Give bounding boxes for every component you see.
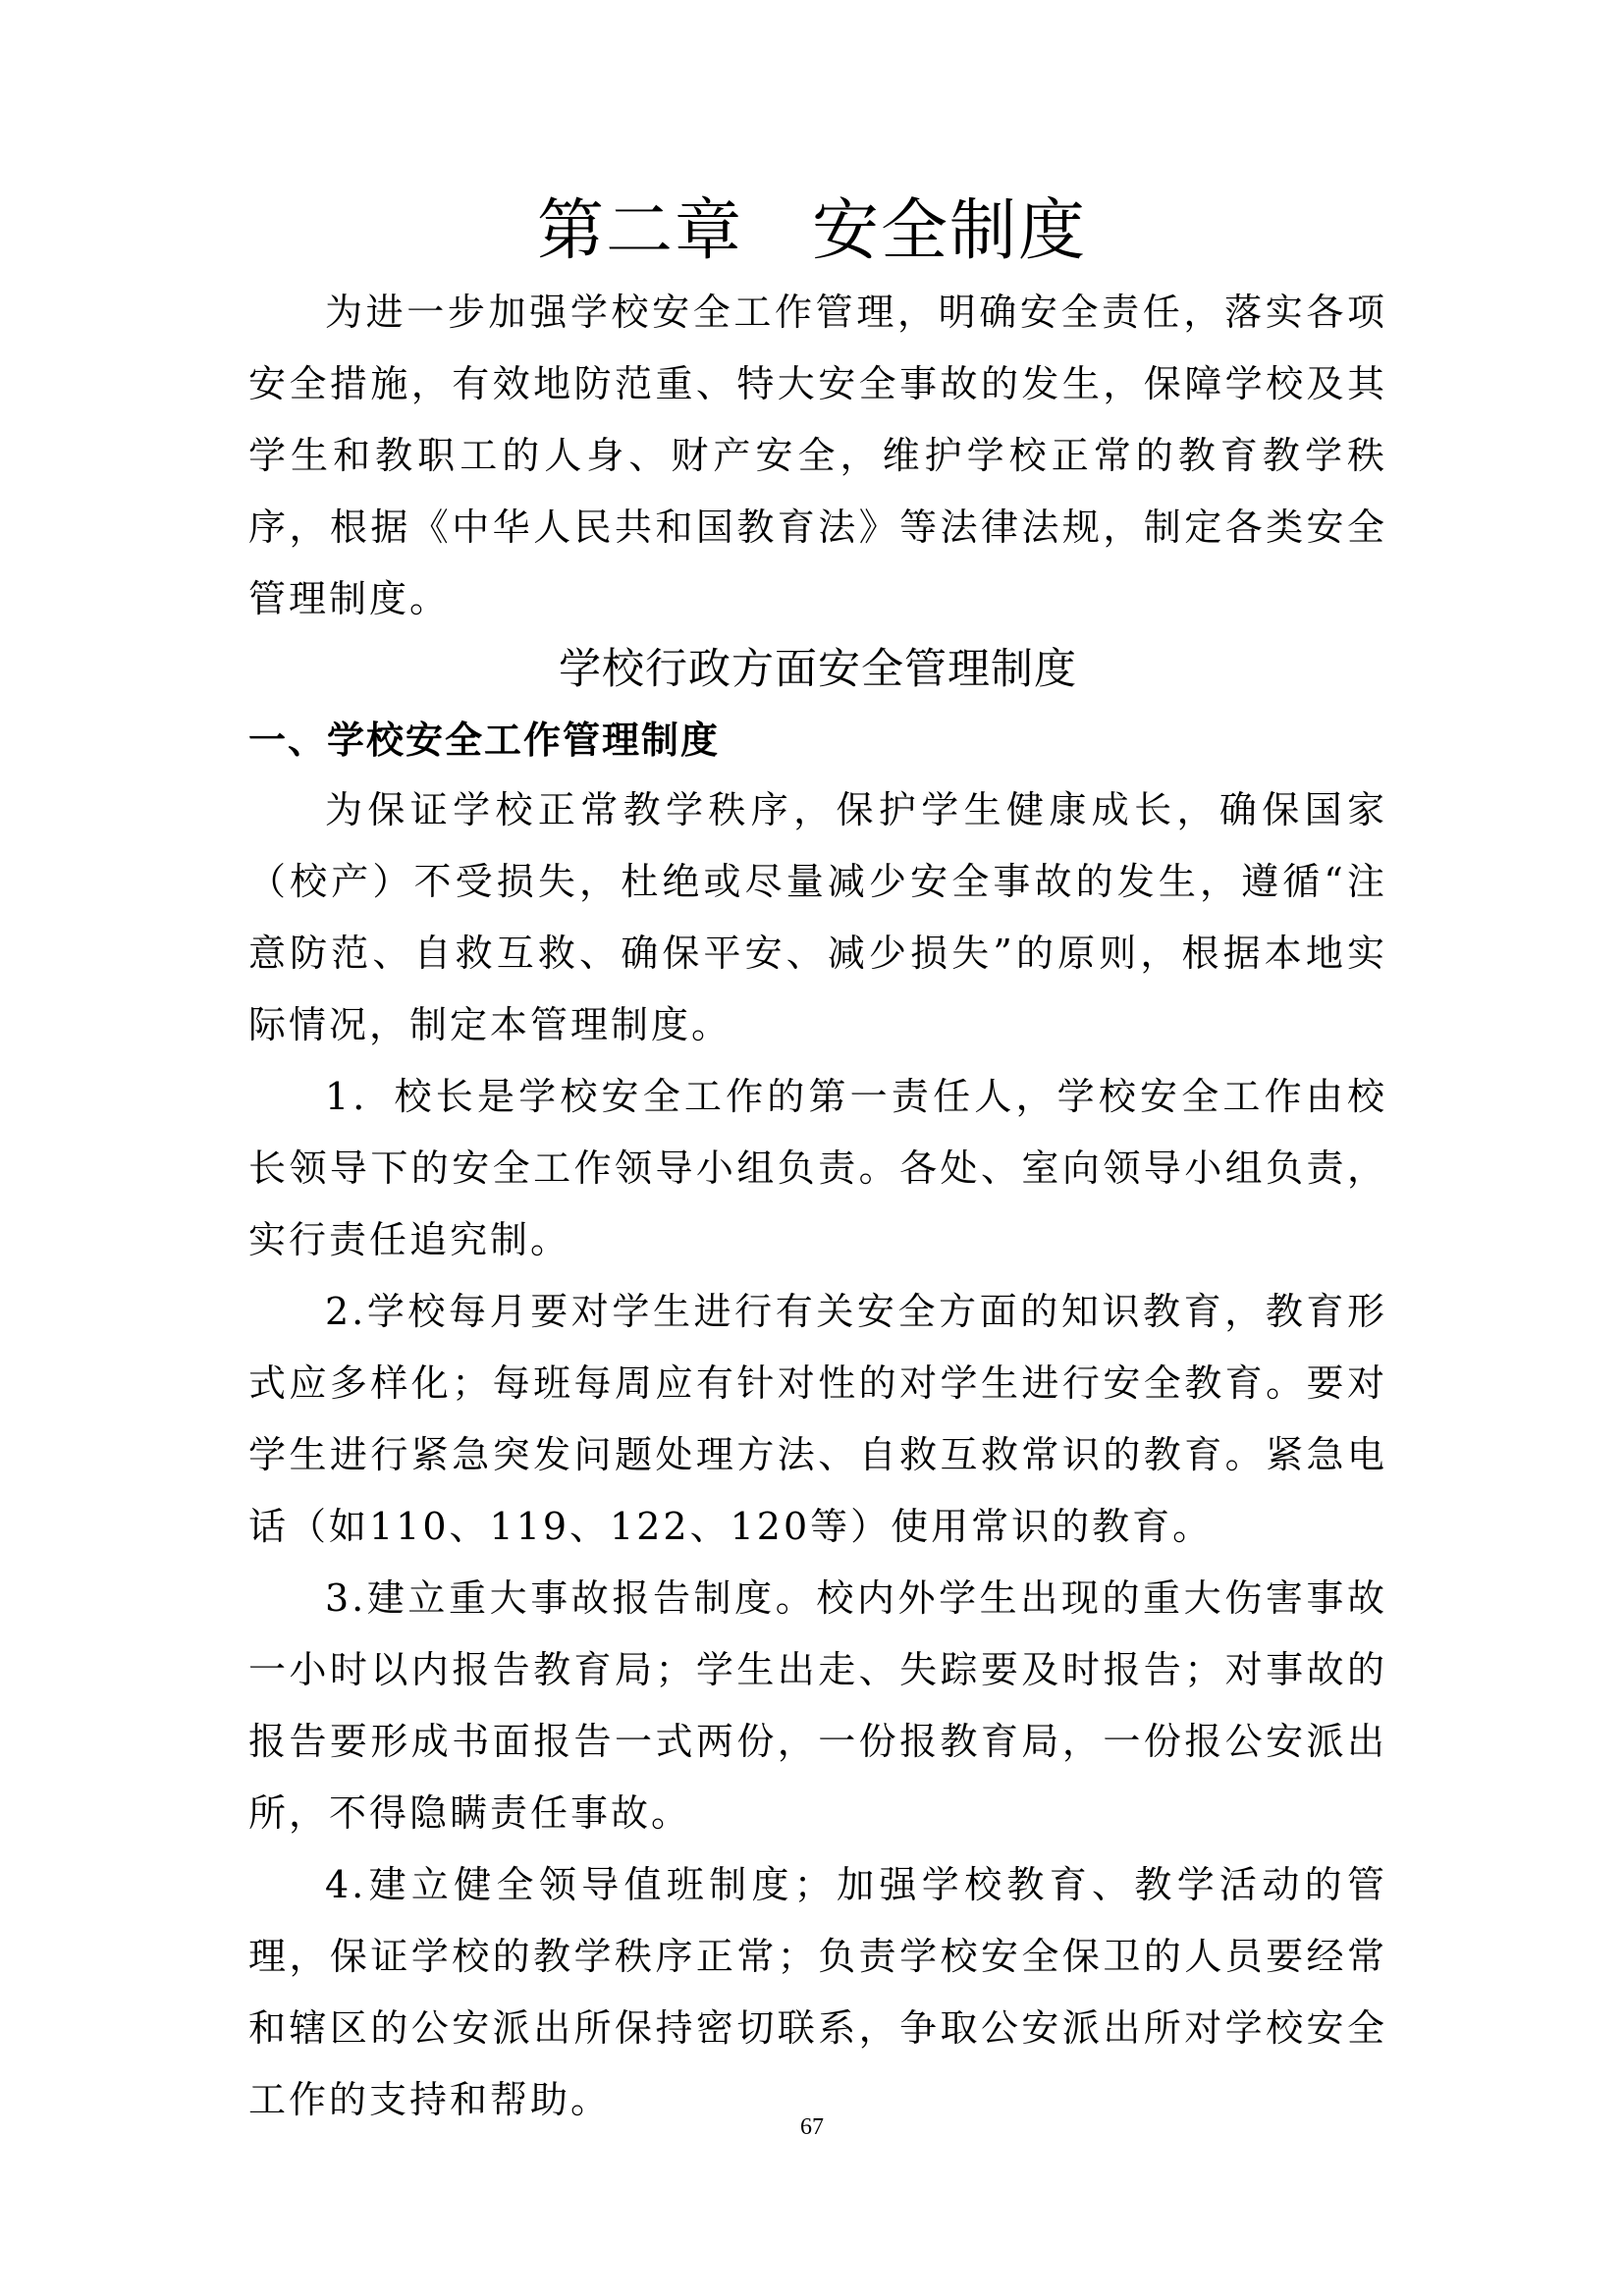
list-item: 3.建立重大事故报告制度。校内外学生出现的重大伤害事故一小时以内报告教育局；学生出走、失踪要及时报告；对事故的报告要形成书面报告一式两份，一份报教育局，一份报公安派出所，不得隐瞒责任事故。 [248, 1576, 1387, 1835]
page-number: 67 [800, 2114, 824, 2140]
document-body [248, 277, 1387, 2136]
subsection-intro-paragraph: 为保证学校正常教学秩序，保护学生健康成长，确保国家（校产）不受损失，杜绝或尽量减少安全事故的发生，遵循“注意防范、自救互救、确保平安、减少损失”的原则，根据本地实际情况，制定本管理制度。 [248, 788, 1387, 1046]
list-item: 4.建立健全领导值班制度；加强学校教育、教学活动的管理，保证学校的教学秩序正常；负责学校安全保卫的人员要经常和辖区的公安派出所保持密切联系，争取公安派出所对学校安全工作的支持和帮助。 [248, 1863, 1387, 2121]
section-title: 学校行政方面安全管理制度 [559, 645, 1077, 694]
list-item: 1．校长是学校安全工作的第一责任人，学校安全工作由校长领导下的安全工作领导小组负责。各处、室向领导小组负责，实行责任追究制。 [248, 1075, 1387, 1261]
intro-paragraph: 为进一步加强学校安全工作管理，明确安全责任，落实各项安全措施，有效地防范重、特大安全事故的发生，保障学校及其学生和教职工的人身、财产安全，维护学校正常的教育教学秩序，根据《中华人民共和国教育法》等法律法规，制定各类安全管理制度。 [248, 291, 1387, 620]
list-item: 2.学校每月要对学生进行有关安全方面的知识教育，教育形式应多样化；每班每周应有针对性的对学生进行安全教育。要对学生进行紧急突发问题处理方法、自救互救常识的教育。紧急电话（如110、119、122、120等）使用常识的教育。 [248, 1290, 1387, 1548]
subsection-heading: 一、学校安全工作管理制度 [248, 719, 721, 762]
chapter-title: 第二章 安全制度 [536, 192, 1087, 270]
